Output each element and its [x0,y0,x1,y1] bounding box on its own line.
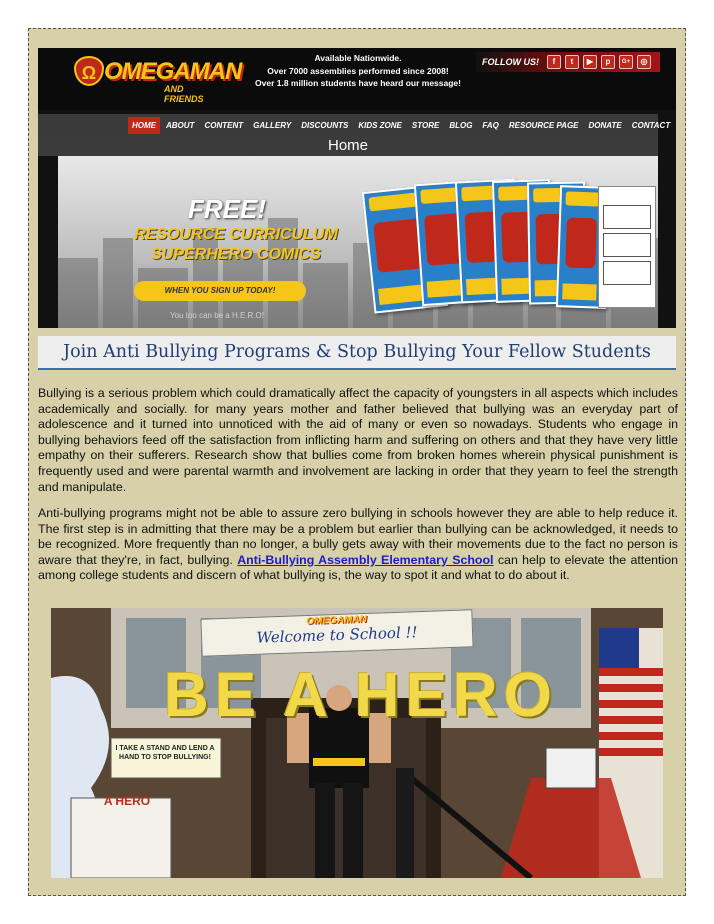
hero-line-2: SUPERHERO COMICS [151,246,321,263]
be-a-hero-letters: BE A HERO [164,661,558,730]
logo-text: OMEGAMAN [104,58,242,85]
nav-faq[interactable]: FAQ [482,120,499,130]
omegaman-logo[interactable] [74,54,242,104]
paragraph-1: Bullying is a serious problem which could dramatically affect the capacity of youngsters in all aspects which includes academically and socially. for many years mother and father believed that bullying was an everyday part of adolescence and it turned into unnoticed with the aid of many or even so nowadays. Students who engage in bullying behaviors feed off the satisfaction from inflicting harm and suffering on others and that they have very little empathy on their sufferers. Research show that bullies come from broken homes wherein physical punishment is frequently used and were parental warmth and involvement are lacking in order that they yearn to feel the strength and manipulate. [38,386,678,494]
article-heading-box [38,336,676,370]
assembly-link[interactable]: Anti-Bullying Assembly Elementary School [237,552,494,567]
facebook-icon[interactable]: f [547,55,561,69]
worksheet-page [598,186,656,308]
banner-text: Welcome to School !! [256,623,418,647]
nav-resource-page[interactable]: RESOURCE PAGE [508,120,579,130]
pinterest-icon[interactable]: p [601,55,615,69]
hero-banner[interactable] [58,156,658,328]
nav-about[interactable]: ABOUT [166,120,195,130]
nav-kids-zone[interactable]: KIDS ZONE [358,120,402,130]
hero-line-1: RESOURCE CURRICULUM [134,226,338,243]
nav-content[interactable]: CONTENT [204,120,244,130]
follow-label: FOLLOW US! [482,57,539,67]
top-bar [38,48,676,110]
page-header: Home [38,136,658,156]
nav-home[interactable]: HOME [128,117,160,134]
nav-contact[interactable]: CONTACT [631,120,671,130]
website-screenshot [38,48,676,328]
nav-donate[interactable]: DONATE [588,120,622,130]
nav-discounts[interactable]: DISCOUNTS [301,120,349,130]
announce-line-2: Over 7000 assemblies performed since 2008! [267,65,449,76]
hero-free-text: FREE! [188,194,266,224]
shield-icon: Ω [74,56,104,86]
follow-bar [476,52,660,72]
google-plus-icon[interactable]: G+ [619,55,633,69]
twitter-icon[interactable]: t [565,55,579,69]
hero-tagline: You too can be a H.E.R.O! [170,311,264,320]
paragraph-2-text: Anti-bullying programs might not be able to assure zero bullying in schools however they are able to help reduce it. The first step is in admitting that there may be a problem but earlier than bullying can be acknowledged, it needs to be recognized. More frequently than no longer, a bully gets away with their movements due to the fact no person is aware that they're, in fact, bullying. [38,506,678,567]
nav-blog[interactable]: BLOG [449,120,473,130]
announce-line-1: Available Nationwide. [314,53,402,63]
school-hallway-photo [51,608,663,878]
logo-subtext: AND FRIENDS [164,84,204,104]
banner-brand: OMEGAMAN [306,613,368,628]
a-hero-sign: A HERO [103,794,151,808]
signup-button[interactable]: WHEN YOU SIGN UP TODAY! [134,281,306,301]
paragraph-2 [38,506,678,584]
nav-store[interactable]: STORE [411,120,440,130]
nav-gallery[interactable]: GALLERY [253,120,292,130]
main-nav [38,114,671,136]
instagram-icon[interactable]: ◎ [637,55,651,69]
announce-line-3: Over 1.8 million students have heard our message! [255,78,461,88]
article-heading: Join Anti Bullying Programs & Stop Bullying Your Fellow Students [63,342,651,362]
youtube-icon[interactable]: ▶ [583,55,597,69]
stop-bullying-poster: I TAKE A STAND AND LEND A HAND TO STOP BULLYING! [115,745,215,761]
paragraph-2-tail: can help to elevate the attention among college students and discern of what bullying is, the way to spot it and what to do about it. [38,552,678,583]
announcement [253,52,463,90]
